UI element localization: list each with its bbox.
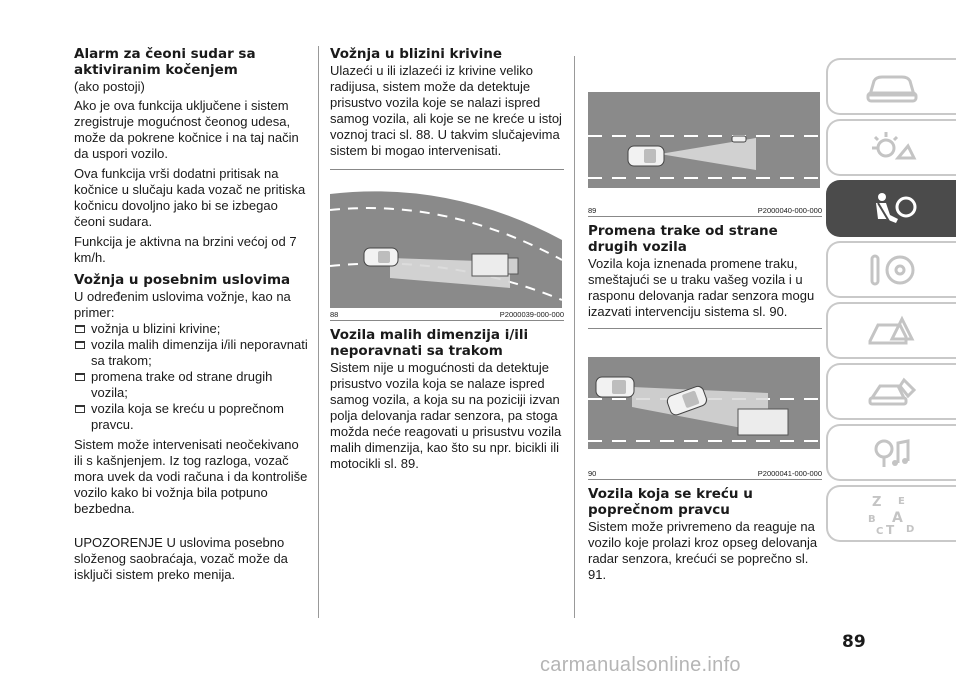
tab-index[interactable] — [826, 485, 956, 542]
page-number: 89 — [842, 632, 866, 652]
paragraph: Ulazeći u ili izlazeći iz krivine veliko radijusa, sistem može da detektuje prisustvo vozila koje se nalazi ispred samog vozila, ali koje se ne kreće u istoj voznoj traci sl. 88. U takvim slučajevima sistem bi mogao intervenisati. — [330, 63, 562, 158]
warning-lights-icon — [864, 128, 920, 168]
column-3 — [588, 46, 822, 587]
warning-text: UPOZORENJE U uslovima posebno složenog saobraćaja, vozač može da isključi sistem preko menija. — [74, 535, 288, 582]
list-item: vožnja u blizini krivine; — [74, 321, 308, 337]
chapter-tabs — [826, 58, 958, 546]
svg-text:Z: Z — [872, 494, 882, 510]
paragraph: Sistem nije u mogućnosti da detektuje prisustvo vozila koja se nalaze ispred samog vozila, a koja su na poziciji izvan polja delovanja radar senzora, pa stoga možda neće reagovati u prisustvu vozila malih dimenzija, kao što su npr. bicikli ili motocikli sl. 89. — [330, 360, 562, 471]
figure-caption — [588, 204, 822, 216]
bullet-icon — [75, 405, 85, 413]
emergency-icon — [864, 311, 920, 351]
index-icon — [864, 492, 920, 536]
heading-forward-collision: Alarm za čeoni sudar sa aktiviranim kočenjem — [74, 46, 256, 78]
tab-starting-driving[interactable] — [826, 241, 956, 298]
multimedia-icon — [864, 433, 920, 473]
figure-number: 88 — [330, 310, 339, 319]
tab-safety[interactable] — [826, 180, 956, 237]
figure-88 — [330, 169, 564, 321]
paragraph: Sistem može intervenisati neočekivano ili s kašnjenjem. Iz tog razloga, vozač mora uvek da vodi računa i da kontroliše vozilo kako bi vožnja bila potpuno bezbedna. — [74, 437, 308, 516]
maintenance-icon — [864, 372, 920, 412]
svg-text:A: A — [892, 509, 903, 526]
figure-89 — [588, 54, 822, 217]
car-dashboard-icon — [864, 67, 920, 107]
svg-text:T: T — [886, 522, 895, 536]
tab-dashboard[interactable] — [826, 58, 956, 115]
paragraph: U određenim uslovima vožnje, kao na primer: — [74, 289, 291, 320]
conditions-list — [74, 321, 308, 433]
tab-multimedia[interactable] — [826, 424, 956, 481]
heading-crossing-vehicles: Vozila koja se kreću u poprečnom pravcu — [588, 486, 753, 518]
list-item: vozila koja se kreću u poprečnom pravcu. — [74, 401, 308, 433]
paragraph: Ova funkcija vrši dodatni pritisak na kočnice u slučaju kada vozač ne pritiska kočnicu dovoljno jako bi se izbegao čeoni sudara. — [74, 166, 306, 229]
heading-small-vehicles: Vozila malih dimenzija i/ili neporavnati sa trakom — [330, 327, 529, 359]
figure-number: 90 — [588, 469, 597, 478]
motorcycle-lane-illustration — [588, 54, 820, 204]
heading-special-conditions: Vožnja u posebnim uslovima — [74, 272, 291, 288]
list-item: vozila malih dimenzija i/ili neporavnati sa trakom; — [74, 337, 308, 369]
subtitle-if-available: (ako postoji) — [74, 79, 145, 94]
starting-driving-icon — [864, 250, 920, 290]
column-divider — [318, 46, 319, 618]
curve-road-illustration — [330, 170, 562, 308]
figure-code: P2000041-000-000 — [757, 469, 822, 478]
paragraph: Ako je ova funkcija uključene i sistem zregistruje mogućnost čeonog udesa, može da pokrene kočnice i na taj način da uspori vozilo. — [74, 98, 299, 161]
footer-watermark: carmanualsonline.info — [540, 654, 741, 676]
figure-code: P2000039-000-000 — [499, 310, 564, 319]
paragraph: Sistem može privremeno da reaguje na vozilo koje prolazi kroz opseg delovanja radar senzora, krećući se poprečno sl. 91. — [588, 519, 818, 582]
paragraph: Vozila koja iznenada promene traku, smeštajući se u traku vašeg vozila i u rasponu delovanja radar senzora mogu izazvati intervenciju sistema sl. 90. — [588, 256, 815, 319]
heading-lane-change: Promena trake od strane drugih vozila — [588, 223, 778, 255]
figure-caption — [330, 308, 564, 320]
svg-text:C: C — [876, 525, 884, 536]
safety-airbag-icon — [864, 189, 920, 229]
figure-code: P2000040-000-000 — [757, 206, 822, 215]
bullet-icon — [75, 325, 85, 333]
paragraph: Funkcija je aktivna na brzini većoj od 7 km/h. — [74, 234, 297, 265]
svg-text:E: E — [898, 495, 905, 507]
figure-number: 89 — [588, 206, 597, 215]
lane-change-illustration — [588, 329, 820, 467]
figure-caption — [588, 467, 822, 479]
bullet-icon — [75, 341, 85, 349]
figure-90 — [588, 328, 822, 480]
tab-warning-lights[interactable] — [826, 119, 956, 176]
svg-text:D: D — [906, 523, 915, 535]
column-1 — [74, 46, 308, 587]
svg-text:B: B — [868, 513, 876, 525]
bullet-icon — [75, 373, 85, 381]
list-item: promena trake od strane drugih vozila; — [74, 369, 308, 401]
tab-emergency[interactable] — [826, 302, 956, 359]
heading-curve: Vožnja u blizini krivine — [330, 46, 502, 62]
column-2 — [330, 46, 562, 476]
column-divider — [574, 56, 575, 618]
tab-maintenance[interactable] — [826, 363, 956, 420]
